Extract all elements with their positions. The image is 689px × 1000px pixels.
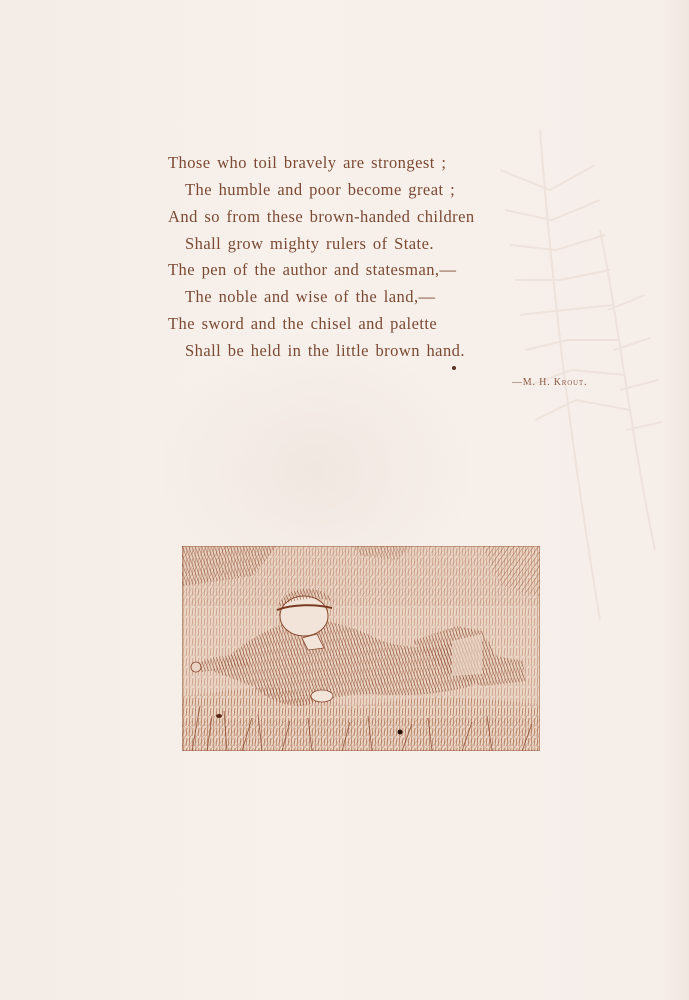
illustration-engraving — [182, 546, 540, 751]
boy-lying-in-grass-engraving-icon — [182, 546, 540, 751]
poem-line-4: Shall grow mighty rulers of State. — [185, 234, 434, 253]
poem-line-8: Shall be held in the little brown hand. — [185, 341, 465, 360]
poem-line-5: The pen of the author and statesman,— — [168, 260, 457, 279]
poem-line-7: The sword and the chisel and palette — [168, 314, 438, 333]
ink-speck — [452, 366, 456, 370]
poem-line-6: The noble and wise of the land,— — [185, 287, 436, 306]
poem-attribution: —M. H. Krout. — [512, 377, 588, 388]
poem-line-2: The humble and poor become great ; — [185, 180, 456, 199]
poem-line-1: Those who toil bravely are strongest ; — [168, 153, 447, 172]
poem-line-3: And so from these brown-handed children — [168, 207, 475, 226]
